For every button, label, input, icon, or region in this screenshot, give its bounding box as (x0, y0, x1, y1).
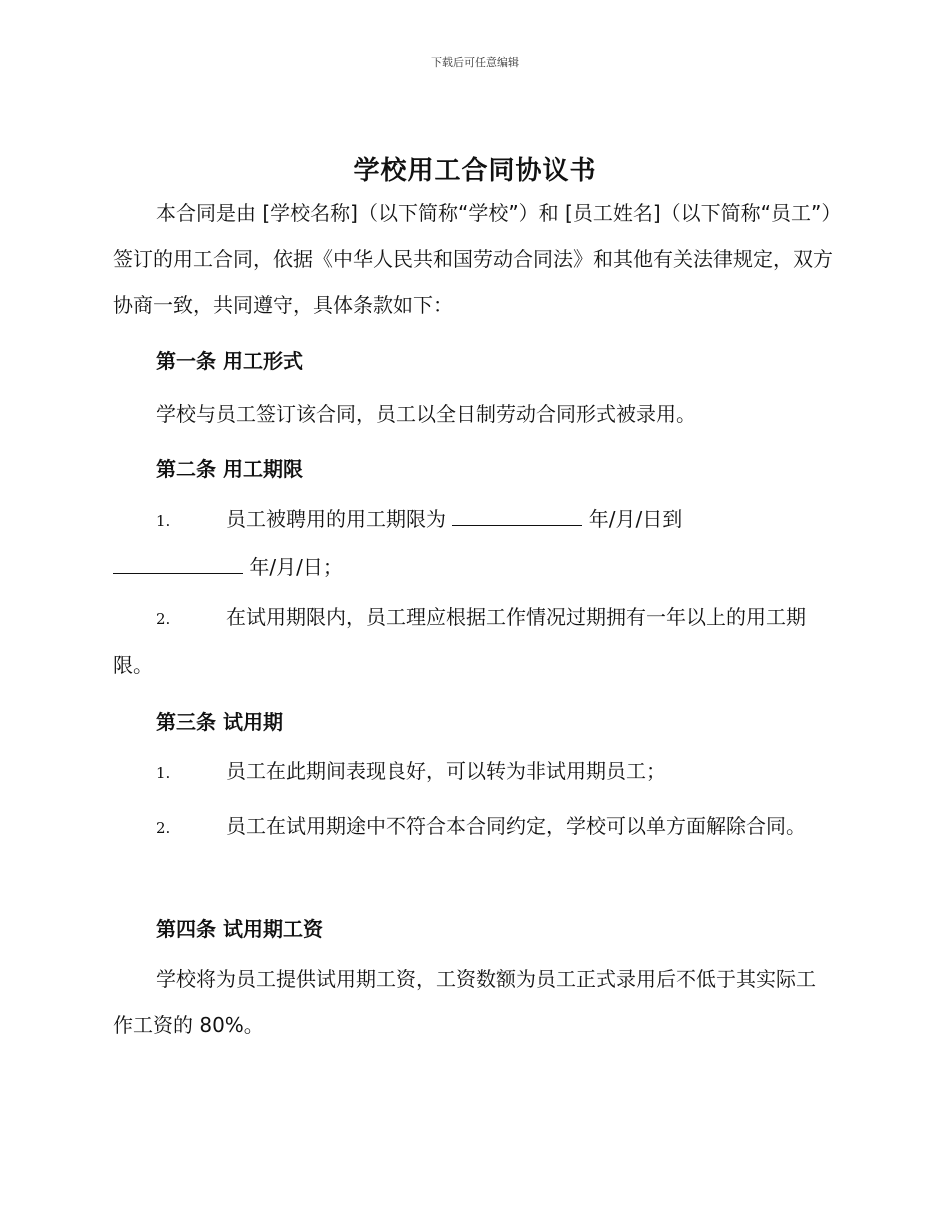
article3-heading: 第三条 试用期 (156, 710, 283, 734)
item-text-c: 年/月/日； (249, 555, 343, 579)
article2-item2 (113, 594, 835, 688)
item-text-a: 员工被聘用的用工期限为 (226, 507, 446, 531)
item-text: 员工在此期间表现良好，可以转为非试用期员工； (226, 759, 666, 783)
article4-paragraph (113, 956, 835, 1048)
article2-heading: 第二条 用工期限 (156, 457, 303, 481)
item-text-b: 年/月/日到 (588, 507, 683, 531)
item-number: 2. (156, 819, 171, 837)
article3-item1 (113, 748, 835, 796)
item-number: 1. (156, 764, 171, 782)
article1-heading: 第一条 用工形式 (156, 349, 303, 373)
article4-text: 学校将为员工提供试用期工资，工资数额为员工正式录用后不低于其实际工作工资的 80%。 (113, 967, 816, 1037)
item-number: 1. (156, 512, 171, 530)
intro-text: 本合同是由 [学校名称]（以下简称“学校”）和 [员工姓名]（以下简称“员工”）签订的用工合同，依据《中华人民共和国劳动合同法》和其他有关法律规定，双方协商一致，共同遵守，具体条款如下： (113, 201, 833, 317)
blank-start-date[interactable] (452, 507, 582, 526)
article2-item1 (113, 496, 835, 590)
article3-item2 (113, 803, 835, 851)
item-text: 在试用期限内，员工理应根据工作情况过期拥有一年以上的用工期限。 (113, 605, 806, 677)
article4-heading: 第四条 试用期工资 (156, 917, 323, 941)
item-text: 员工在试用期途中不符合本合同约定，学校可以单方面解除合同。 (226, 814, 806, 838)
article1-text: 学校与员工签订该合同，员工以全日制劳动合同形式被录用。 (156, 402, 696, 426)
item-number: 2. (156, 610, 171, 628)
header-note: 下载后可任意编辑 (431, 56, 519, 69)
intro-paragraph (113, 190, 835, 328)
blank-end-date[interactable] (113, 555, 243, 574)
document-title: 学校用工合同协议书 (353, 156, 597, 186)
